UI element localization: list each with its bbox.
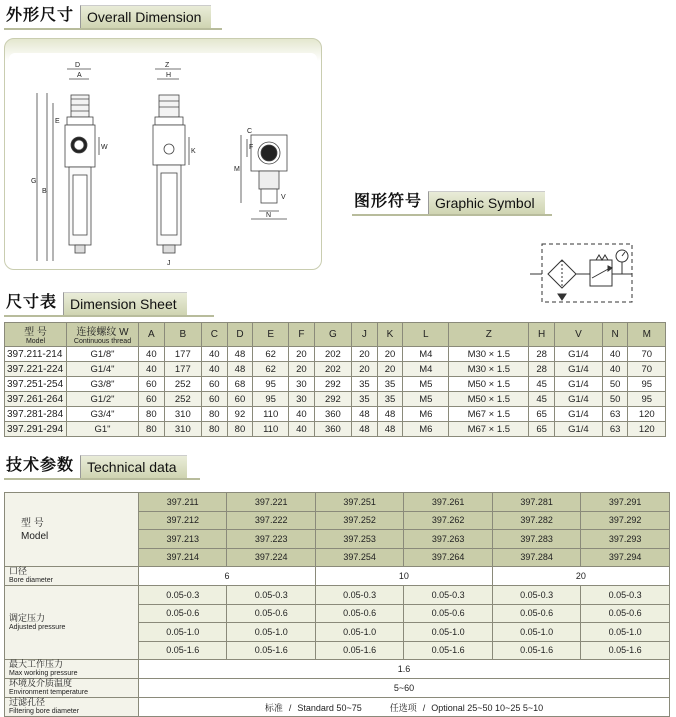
value-cell: M5 bbox=[403, 392, 449, 407]
label-z: Z bbox=[165, 62, 170, 69]
value-cell: 62 bbox=[253, 362, 289, 377]
value-cell: 252 bbox=[164, 392, 201, 407]
pressure-value: 0.05-0.3 bbox=[227, 586, 315, 605]
value-cell: G1/4 bbox=[554, 407, 602, 422]
pressure-value: 0.05-1.6 bbox=[139, 641, 227, 660]
value-cell: 35 bbox=[352, 377, 378, 392]
value-cell: 62 bbox=[253, 347, 289, 362]
pressure-value: 0.05-0.3 bbox=[315, 586, 403, 605]
value-cell: 48 bbox=[377, 407, 403, 422]
technical-data-table bbox=[4, 492, 670, 717]
table-row bbox=[5, 377, 666, 392]
max-pressure-value: 1.6 bbox=[139, 660, 670, 679]
section-title-cn: 外形尺寸 bbox=[6, 5, 75, 24]
value-cell: 292 bbox=[314, 377, 351, 392]
label-g: G bbox=[31, 178, 37, 185]
header-model-cn: 型 号 bbox=[24, 327, 47, 338]
value-cell: 48 bbox=[227, 347, 253, 362]
header-col: E bbox=[253, 323, 289, 347]
pressure-value: 0.05-0.6 bbox=[581, 604, 670, 623]
model-cell: 397.261-264 bbox=[5, 392, 67, 407]
section-underline bbox=[4, 478, 200, 480]
thread-cell: G3/4" bbox=[67, 407, 139, 422]
value-cell: 40 bbox=[602, 362, 628, 377]
label-e: E bbox=[55, 118, 60, 125]
side-knob bbox=[159, 95, 179, 117]
value-cell: M6 bbox=[403, 422, 449, 437]
value-cell: 310 bbox=[164, 422, 201, 437]
value-cell: 48 bbox=[227, 362, 253, 377]
filter-label-cn: 过滤孔径 bbox=[9, 697, 46, 707]
value-cell: 20 bbox=[289, 347, 315, 362]
pressure-value: 0.05-1.6 bbox=[492, 641, 580, 660]
filter-separator: / bbox=[422, 702, 426, 713]
env_temp-label bbox=[5, 679, 139, 698]
value-cell: 60 bbox=[227, 392, 253, 407]
model-cell: 397.251 bbox=[315, 493, 403, 512]
value-cell: M50 × 1.5 bbox=[449, 377, 529, 392]
value-cell: 28 bbox=[529, 362, 555, 377]
header-model-en: Model bbox=[25, 338, 46, 345]
label-b: B bbox=[42, 188, 47, 195]
thread-cell: G1" bbox=[67, 422, 139, 437]
value-cell: M4 bbox=[403, 362, 449, 377]
value-cell: 60 bbox=[139, 392, 165, 407]
label-a: A bbox=[77, 72, 82, 79]
value-cell: 202 bbox=[314, 347, 351, 362]
bore-value: 6 bbox=[139, 567, 316, 586]
value-cell: 95 bbox=[628, 392, 666, 407]
pressure-value: 0.05-1.0 bbox=[315, 623, 403, 642]
thread-cell: G1/8" bbox=[67, 347, 139, 362]
value-cell: M30 × 1.5 bbox=[449, 347, 529, 362]
header-col: Z bbox=[449, 323, 529, 347]
dimension-header-row bbox=[5, 323, 666, 347]
value-cell: 80 bbox=[139, 422, 165, 437]
section-title-en: Overall Dimension bbox=[80, 5, 211, 28]
pressure-value: 0.05-0.6 bbox=[227, 604, 315, 623]
value-cell: 60 bbox=[201, 377, 227, 392]
value-cell: 120 bbox=[628, 407, 666, 422]
value-cell: G1/4 bbox=[554, 377, 602, 392]
value-cell: 20 bbox=[377, 347, 403, 362]
model-cell: 397.221 bbox=[227, 493, 315, 512]
value-cell: 60 bbox=[139, 377, 165, 392]
value-cell: 95 bbox=[253, 377, 289, 392]
env-temp-value: 5~60 bbox=[139, 679, 670, 698]
value-cell: G1/4 bbox=[554, 362, 602, 377]
front-knob bbox=[71, 95, 89, 117]
pressure-label-cn: 调定压力 bbox=[9, 612, 46, 623]
value-cell: M30 × 1.5 bbox=[449, 362, 529, 377]
value-cell: 20 bbox=[352, 362, 378, 377]
model-cell: 397.292 bbox=[581, 511, 670, 530]
bore-value: 10 bbox=[315, 567, 492, 586]
section-title-en: Dimension Sheet bbox=[63, 292, 187, 315]
value-cell: 40 bbox=[201, 347, 227, 362]
section-underline bbox=[4, 315, 214, 317]
model-cell: 397.224 bbox=[227, 548, 315, 567]
value-cell: 45 bbox=[529, 392, 555, 407]
header-col: D bbox=[227, 323, 253, 347]
model-cell: 397.211-214 bbox=[5, 347, 67, 362]
model-cell: 397.211 bbox=[139, 493, 227, 512]
label-j: J bbox=[167, 260, 171, 265]
header-thread-en: Continuous thread bbox=[73, 338, 132, 345]
header-model bbox=[5, 323, 67, 347]
label-k: K bbox=[191, 148, 196, 155]
model-label bbox=[5, 493, 139, 567]
header-col: V bbox=[554, 323, 602, 347]
model-cell: 397.264 bbox=[404, 548, 492, 567]
value-cell: 40 bbox=[289, 407, 315, 422]
bore-value: 20 bbox=[492, 567, 669, 586]
value-cell: 70 bbox=[628, 347, 666, 362]
env_temp-label-cn: 环境及介质温度 bbox=[9, 678, 73, 688]
value-cell: 177 bbox=[164, 347, 201, 362]
table-row bbox=[5, 660, 670, 679]
value-cell: M50 × 1.5 bbox=[449, 392, 529, 407]
pressure-value: 0.05-1.6 bbox=[581, 641, 670, 660]
model-cell: 397.214 bbox=[139, 548, 227, 567]
value-cell: 360 bbox=[314, 407, 351, 422]
model-cell: 397.222 bbox=[227, 511, 315, 530]
pressure-value: 0.05-0.3 bbox=[581, 586, 670, 605]
max_pressure-label bbox=[5, 660, 139, 679]
value-cell: 80 bbox=[201, 422, 227, 437]
filter-std-en: Standard 50~75 bbox=[297, 702, 362, 713]
pressure-value: 0.05-1.0 bbox=[227, 623, 315, 642]
value-cell: M6 bbox=[403, 407, 449, 422]
label-f: F bbox=[249, 144, 254, 151]
header-col: M bbox=[628, 323, 666, 347]
label-d: D bbox=[75, 62, 81, 69]
table-row bbox=[5, 407, 666, 422]
header-thread-cn: 连接螺纹 bbox=[76, 327, 117, 338]
section-title-dimension bbox=[4, 291, 187, 315]
model-cell: 397.281-284 bbox=[5, 407, 67, 422]
value-cell: 60 bbox=[201, 392, 227, 407]
section-title-cn: 尺寸表 bbox=[6, 292, 58, 311]
value-cell: 40 bbox=[139, 347, 165, 362]
section-title-graphic bbox=[352, 190, 545, 214]
dimension-sheet-table bbox=[4, 322, 666, 437]
value-cell: 80 bbox=[227, 422, 253, 437]
value-cell: 68 bbox=[227, 377, 253, 392]
section-title-technical bbox=[4, 454, 187, 478]
label-w: W bbox=[101, 144, 108, 151]
pressure-value: 0.05-1.6 bbox=[404, 641, 492, 660]
model-cell: 397.291 bbox=[581, 493, 670, 512]
model-cell: 397.223 bbox=[227, 530, 315, 549]
label-v: V bbox=[281, 194, 286, 201]
value-cell: 110 bbox=[253, 422, 289, 437]
model-cell: 397.281 bbox=[492, 493, 580, 512]
label-h: H bbox=[166, 72, 172, 79]
value-cell: 20 bbox=[377, 362, 403, 377]
max_pressure-label-cn: 最大工作压力 bbox=[9, 659, 64, 669]
thread-cell: G1/2" bbox=[67, 392, 139, 407]
pressure-label-en: Adjusted pressure bbox=[9, 623, 66, 631]
value-cell: 40 bbox=[289, 422, 315, 437]
pressure-label bbox=[5, 586, 139, 660]
header-col: J bbox=[352, 323, 378, 347]
model-cell: 397.213 bbox=[139, 530, 227, 549]
section-title-cn: 技术参数 bbox=[6, 455, 75, 474]
value-cell: 80 bbox=[201, 407, 227, 422]
value-cell: 28 bbox=[529, 347, 555, 362]
model-cell: 397.251-254 bbox=[5, 377, 67, 392]
header-col: A bbox=[139, 323, 165, 347]
model-label-en: Model bbox=[21, 530, 49, 542]
section-title-cn: 图形符号 bbox=[354, 191, 423, 210]
value-cell: 70 bbox=[628, 362, 666, 377]
table-row bbox=[5, 567, 670, 586]
value-cell: 292 bbox=[314, 392, 351, 407]
model-cell: 397.263 bbox=[404, 530, 492, 549]
header-thread bbox=[67, 323, 139, 347]
thread-cell: G3/8" bbox=[67, 377, 139, 392]
bore-label bbox=[5, 567, 139, 586]
filter-opt-en: Optional 25~50 10~25 5~10 bbox=[431, 702, 544, 713]
model-cell: 397.293 bbox=[581, 530, 670, 549]
pressure-value: 0.05-0.3 bbox=[139, 586, 227, 605]
value-cell: 252 bbox=[164, 377, 201, 392]
pressure-value: 0.05-0.6 bbox=[404, 604, 492, 623]
model-cell: 397.252 bbox=[315, 511, 403, 530]
value-cell: 110 bbox=[253, 407, 289, 422]
section-title-en: Graphic Symbol bbox=[428, 191, 545, 214]
filter-std-cn: 标准 bbox=[264, 702, 283, 713]
value-cell: 63 bbox=[602, 407, 628, 422]
pressure-value: 0.05-1.0 bbox=[404, 623, 492, 642]
model-cell: 397.253 bbox=[315, 530, 403, 549]
section-underline bbox=[352, 214, 552, 216]
header-col: B bbox=[164, 323, 201, 347]
filter-separator: / bbox=[288, 702, 292, 713]
overall-dimension-panel bbox=[4, 38, 322, 270]
value-cell: 360 bbox=[314, 422, 351, 437]
value-cell: 63 bbox=[602, 422, 628, 437]
pressure-value: 0.05-0.6 bbox=[492, 604, 580, 623]
value-cell: 177 bbox=[164, 362, 201, 377]
dimension-drawing bbox=[9, 53, 319, 265]
table-row bbox=[5, 493, 670, 512]
graphic-symbol-icon bbox=[528, 238, 638, 308]
header-thread-w: W bbox=[119, 327, 129, 338]
value-cell: 95 bbox=[628, 377, 666, 392]
header-col: H bbox=[529, 323, 555, 347]
pressure-value: 0.05-0.3 bbox=[404, 586, 492, 605]
table-row bbox=[5, 679, 670, 698]
value-cell: M67 × 1.5 bbox=[449, 422, 529, 437]
pressure-value: 0.05-1.6 bbox=[315, 641, 403, 660]
value-cell: 50 bbox=[602, 392, 628, 407]
header-col: F bbox=[289, 323, 315, 347]
side-body bbox=[153, 125, 185, 165]
pressure-value: 0.05-1.0 bbox=[139, 623, 227, 642]
value-cell: 48 bbox=[377, 422, 403, 437]
model-cell: 397.254 bbox=[315, 548, 403, 567]
value-cell: 48 bbox=[352, 407, 378, 422]
filter-label-en: Filtering bore diameter bbox=[9, 708, 80, 715]
value-cell: 20 bbox=[352, 347, 378, 362]
value-cell: 65 bbox=[529, 407, 555, 422]
table-row bbox=[5, 422, 666, 437]
value-cell: 20 bbox=[289, 362, 315, 377]
thread-cell: G1/4" bbox=[67, 362, 139, 377]
value-cell: 202 bbox=[314, 362, 351, 377]
section-title-overall bbox=[4, 4, 211, 28]
model-cell: 397.261 bbox=[404, 493, 492, 512]
model-cell: 397.291-294 bbox=[5, 422, 67, 437]
value-cell: 65 bbox=[529, 422, 555, 437]
bore-label-cn: 口径 bbox=[9, 566, 28, 576]
table-row bbox=[5, 392, 666, 407]
section-underline bbox=[4, 28, 222, 30]
pressure-value: 0.05-0.6 bbox=[139, 604, 227, 623]
value-cell: 95 bbox=[253, 392, 289, 407]
bore-label-en: Bore diameter bbox=[9, 577, 53, 584]
model-cell: 397.221-224 bbox=[5, 362, 67, 377]
value-cell: G1/4 bbox=[554, 392, 602, 407]
table-row bbox=[5, 362, 666, 377]
header-col: L bbox=[403, 323, 449, 347]
header-col: C bbox=[201, 323, 227, 347]
header-col: G bbox=[314, 323, 351, 347]
value-cell: 50 bbox=[602, 377, 628, 392]
pressure-value: 0.05-1.6 bbox=[227, 641, 315, 660]
model-label-cn: 型 号 bbox=[21, 517, 44, 529]
model-cell: 397.284 bbox=[492, 548, 580, 567]
value-cell: 310 bbox=[164, 407, 201, 422]
model-cell: 397.282 bbox=[492, 511, 580, 530]
value-cell: 80 bbox=[139, 407, 165, 422]
label-n: N bbox=[266, 212, 272, 219]
model-cell: 397.262 bbox=[404, 511, 492, 530]
value-cell: 35 bbox=[352, 392, 378, 407]
pressure-value: 0.05-1.0 bbox=[581, 623, 670, 642]
value-cell: 48 bbox=[352, 422, 378, 437]
value-cell: 35 bbox=[377, 392, 403, 407]
table-row bbox=[5, 347, 666, 362]
value-cell: 30 bbox=[289, 392, 315, 407]
pressure-value: 0.05-0.6 bbox=[315, 604, 403, 623]
value-cell: 35 bbox=[377, 377, 403, 392]
header-col: K bbox=[377, 323, 403, 347]
value-cell: M5 bbox=[403, 377, 449, 392]
pressure-value: 0.05-1.0 bbox=[492, 623, 580, 642]
value-cell: G1/4 bbox=[554, 422, 602, 437]
value-cell: M4 bbox=[403, 347, 449, 362]
model-cell: 397.212 bbox=[139, 511, 227, 530]
value-cell: 120 bbox=[628, 422, 666, 437]
value-cell: M67 × 1.5 bbox=[449, 407, 529, 422]
value-cell: 45 bbox=[529, 377, 555, 392]
pressure-value: 0.05-0.3 bbox=[492, 586, 580, 605]
filter-opt-cn: 任选项 bbox=[389, 702, 417, 713]
max_pressure-label-en: Max working pressure bbox=[9, 670, 78, 677]
value-cell: 30 bbox=[289, 377, 315, 392]
label-c: C bbox=[247, 128, 253, 135]
value-cell: 40 bbox=[602, 347, 628, 362]
label-m: M bbox=[234, 166, 240, 173]
value-cell: 40 bbox=[201, 362, 227, 377]
value-cell: 92 bbox=[227, 407, 253, 422]
value-cell: G1/4 bbox=[554, 347, 602, 362]
section-title-en: Technical data bbox=[80, 455, 187, 478]
model-cell: 397.283 bbox=[492, 530, 580, 549]
header-col: N bbox=[602, 323, 628, 347]
model-cell: 397.294 bbox=[581, 548, 670, 567]
env_temp-label-en: Environment temperature bbox=[9, 689, 88, 696]
value-cell: 40 bbox=[139, 362, 165, 377]
table-row bbox=[5, 586, 670, 605]
